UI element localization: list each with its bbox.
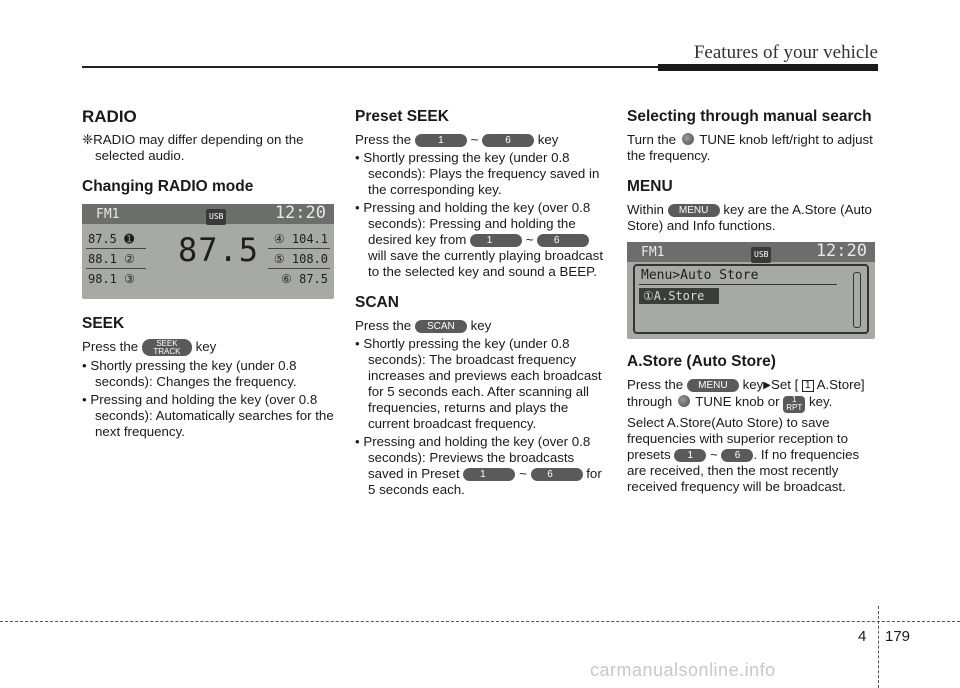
lcd-clock: 12:20 [815, 241, 867, 261]
header-tab [658, 64, 878, 71]
preset-key-6: 6 [537, 234, 589, 247]
footer-divider [878, 606, 879, 688]
preset-key-1: 1 [470, 234, 522, 247]
astore-instruction: Press the MENU key▶Set [ 1 A.Store] through TUNE knob or 1 RPT key. [627, 377, 865, 412]
lcd-preset: ⑥ 87.5 [281, 272, 328, 286]
scan-bullet-short: • Shortly pressing the key (under 0.8 seconds): The broadcast frequency increases and previews each broadcast for 5 seconds each. After scanning all frequencies, returns and plays the current broadcast frequency. [355, 336, 602, 431]
preset-key-6: 6 [482, 134, 534, 147]
menu-text: Within MENU key are the A.Store (Auto Store) and Info functions. [627, 202, 872, 233]
lcd-preset: 98.1 ③ [88, 272, 135, 286]
lcd-mode: FM1 [641, 245, 665, 260]
scan-heading: SCAN [355, 294, 399, 311]
tune-knob-icon [678, 395, 690, 407]
column-3 [627, 108, 879, 497]
footer-rule [0, 621, 960, 622]
lcd-preset: 88.1 ② [88, 252, 135, 266]
menu-display-image [627, 242, 875, 339]
astore-heading: A.Store (Auto Store) [627, 353, 776, 370]
column-1 [82, 108, 334, 442]
menu-key: MENU [687, 379, 739, 392]
lcd-preset: 87.5 ➊ [88, 232, 135, 246]
seek-bullet-hold: • Pressing and holding the key (over 0.8 seconds): Automatically searches for the next frequency. [82, 392, 334, 439]
chapter-number: 4 [858, 628, 867, 645]
lcd-menu-item: ①A.Store [639, 288, 719, 304]
menu-key: MENU [668, 204, 720, 217]
preset-seek-heading: Preset SEEK [355, 108, 449, 125]
radio-note: ❈RADIO may differ depending on the selected audio. [82, 132, 304, 163]
rpt-key: 1 RPT [783, 396, 805, 413]
preset-key-1: 1 [415, 134, 467, 147]
page-number: 179 [885, 628, 911, 645]
changing-mode-heading: Changing RADIO mode [82, 178, 254, 195]
manual-search-heading: Selecting through manual search [627, 108, 872, 125]
lcd-menu-title: Menu>Auto Store [641, 268, 759, 283]
seek-heading: SEEK [82, 315, 125, 332]
item-number-icon: 1 [802, 380, 814, 392]
seek-track-key: SEEK TRACK [142, 339, 192, 356]
radio-display-image [82, 204, 334, 299]
scan-instruction: Press the SCAN key [355, 318, 492, 333]
preset-key-6: 6 [721, 449, 753, 462]
watermark: carmanualsonline.info [590, 660, 776, 680]
lcd-preset: ⑤ 108.0 [273, 252, 328, 266]
lcd-frequency: 87.5 [178, 231, 260, 269]
seek-instruction: Press the SEEK TRACK key [82, 339, 217, 356]
preset-bullet-short: • Shortly pressing the key (under 0.8 seconds): Plays the frequency saved in the corresponding key. [355, 150, 600, 197]
seek-bullet-short: • Shortly pressing the key (under 0.8 seconds): Changes the frequency. [82, 358, 297, 389]
preset-key-1: 1 [463, 468, 515, 481]
preset-bullet-hold: • Pressing and holding the key (over 0.8 seconds): Pressing and holding the desired key from 1 ~ 6 will save the currently playing broadcast to the selected key and sound a BEEP. [355, 200, 604, 279]
preset-instruction: Press the 1 ~ 6 key [355, 132, 559, 147]
lcd-preset: ④ 104.1 [273, 232, 328, 246]
header-title: Features of your vehicle [693, 42, 878, 63]
radio-heading: RADIO [82, 107, 137, 126]
scan-key: SCAN [415, 320, 467, 333]
lcd-mode: FM1 [96, 207, 120, 222]
lcd-usb-badge: USB [751, 247, 771, 263]
preset-key-6: 6 [531, 468, 583, 481]
lcd-usb-badge: USB [206, 209, 226, 225]
column-2 [355, 108, 607, 500]
scan-bullet-hold: • Pressing and holding the key (over 0.8 seconds): Previews the broadcasts saved in Preset 1 ~ 6 for 5 seconds each. [355, 434, 602, 497]
preset-key-1: 1 [674, 449, 706, 462]
menu-heading: MENU [627, 178, 673, 195]
lcd-clock: 12:20 [274, 203, 326, 223]
arrow-right-icon: ▶ [763, 380, 771, 391]
astore-description: Select A.Store(Auto Store) to save frequencies with superior reception to presets 1 ~ 6 . If no frequencies are received, then the most recently received frequency will be broadcast. [627, 415, 860, 494]
manual-search-text: Turn the TUNE knob left/right to adjust the frequency. [627, 132, 873, 163]
tune-knob-icon [682, 133, 694, 145]
